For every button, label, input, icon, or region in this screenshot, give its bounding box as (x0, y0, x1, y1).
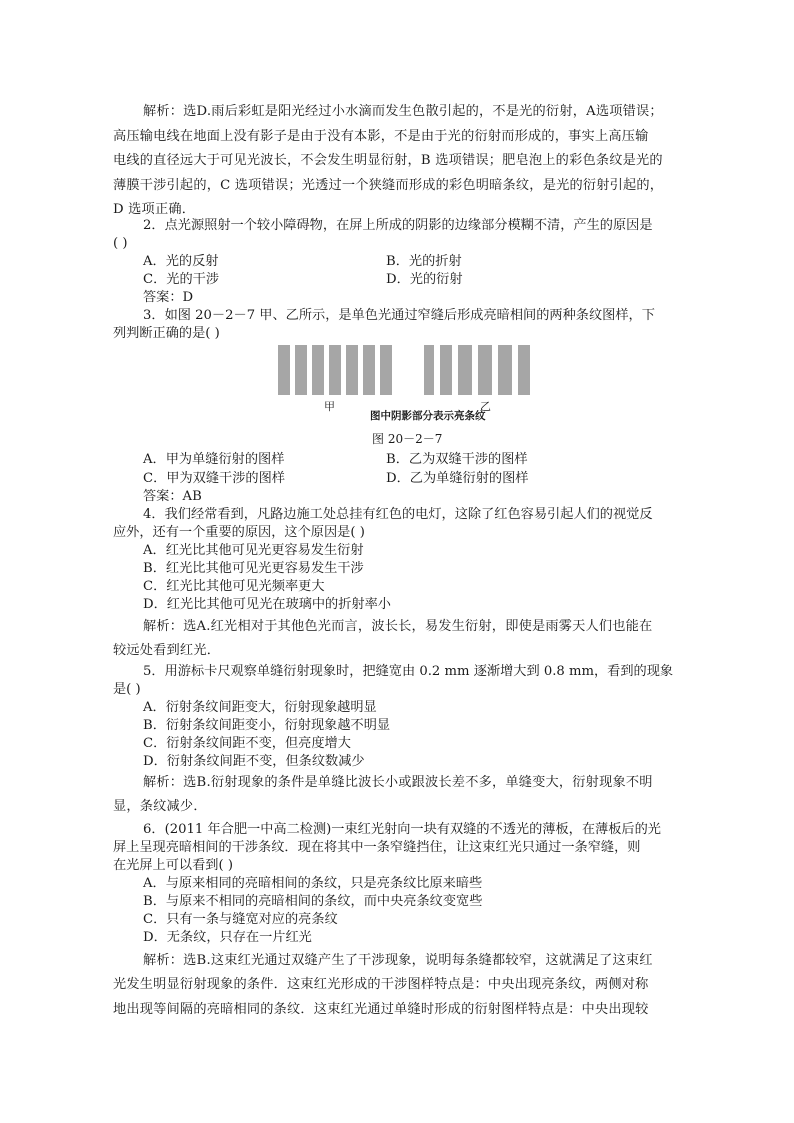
q6-option-d: D．无条纹，只存在一片红光 (143, 930, 312, 945)
q5-explanation-line-1: 解析：选B.衍射现象的条件是单缝比波长小或跟波长差不多，单缝变大，衍射现象不明 (143, 775, 653, 790)
q3-option-c: C．甲为双缝干涉的图样 (143, 471, 285, 486)
q1-explanation-line-5: D 选项正确． (113, 202, 196, 217)
q2-stem-line-1: 2．点光源照射一个较小障碍物，在屏上所成的阴影的边缘部分模糊不清，产生的原因是 (143, 218, 653, 233)
figure-note: 图中阴影部分表示亮条纹 (370, 410, 486, 422)
q6-stem-line-1: 6．(2011 年合肥一中高二检测)一束红光射向一块有双缝的不透光的薄板，在薄板后的光 (143, 822, 661, 837)
q6-option-b: B．与原来不相同的亮暗相间的条纹，而中央亮条纹变宽些 (143, 894, 483, 909)
fringe-a-7 (380, 345, 392, 395)
q1-explanation-line-2: 高压输电线在地面上没有影子是由于没有本影，不是由于光的衍射而形成的，事实上高压输 (113, 129, 649, 144)
q1-explanation-line-3: 电线的直径远大于可见光波长，不会发生明显衍射，B 选项错误；肥皂泡上的彩色条纹是光的 (113, 153, 663, 168)
q5-stem-line-1: 5．用游标卡尺观察单缝衍射现象时，把缝宽由 0.2 mm 逐渐增大到 0.8 mm，看到的现象 (143, 664, 674, 679)
q4-stem-line-2: 应外，还有一个重要的原因，这个原因是( ) (113, 525, 365, 540)
q5-option-d: D．衍射条纹间距不变，但条纹数减少 (143, 754, 365, 769)
figure-caption: 图 20－2－7 (372, 432, 443, 446)
q6-explanation-line-2: 光发生明显衍射现象的条件．这束红光形成的干涉图样特点是：中央出现亮条纹，两侧对称 (113, 977, 649, 992)
q5-stem-line-2: 是( ) (113, 682, 141, 697)
q2-stem-line-2: ( ) (113, 236, 128, 251)
q4-option-c: C．红光比其他可见光频率更大 (143, 579, 325, 594)
q1-explanation-line-4: 薄膜干涉引起的，C 选项错误；光透过一个狭缝而形成的彩色明暗条纹，是光的衍射引起的， (113, 178, 664, 193)
fringe-b-1 (424, 345, 434, 395)
q4-option-d: D．红光比其他可见光在玻璃中的折射率小 (143, 597, 391, 612)
fringe-b-6 (518, 345, 530, 395)
fringe-b-4 (478, 345, 492, 395)
fringe-a-5 (346, 345, 358, 395)
q1-explanation-line-1: 解析：选D.雨后彩虹是阳光经过小水滴而发生色散引起的，不是光的衍射，A选项错误； (143, 104, 663, 119)
fringe-b-2 (440, 345, 452, 395)
q4-option-a: A．红光比其他可见光更容易发生衍射 (143, 543, 364, 558)
fringe-a-3 (312, 345, 324, 395)
q2-option-a: A．光的反射 (143, 254, 219, 269)
q2-option-c: C．光的干涉 (143, 272, 220, 287)
q3-option-b: B．乙为双缝干涉的图样 (386, 452, 528, 467)
q4-stem-line-1: 4．我们经常看到，凡路边施工处总挂有红色的电灯，这除了红色容易引起人们的视觉反 (143, 507, 653, 522)
q4-explanation-line-1: 解析：选A.红光相对于其他色光而言，波长长，易发生衍射，即使是雨雾天人们也能在 (143, 619, 653, 634)
fringe-a-2 (295, 345, 307, 395)
q6-explanation-line-3: 地出现等间隔的亮暗相同的条纹．这束红光通过单缝时形成的衍射图样特点是：中央出现较 (113, 1002, 649, 1017)
fringe-a-6 (363, 345, 375, 395)
q4-explanation-line-2: 较远处看到红光． (113, 643, 221, 658)
fringe-b-5 (498, 345, 512, 395)
q5-option-c: C．衍射条纹间距不变，但亮度增大 (143, 736, 351, 751)
figure-label-jia: 甲 (324, 400, 335, 413)
q2-option-b: B．光的折射 (386, 254, 462, 269)
fringe-a-4 (329, 345, 341, 395)
q3-answer: 答案：AB (143, 489, 202, 504)
q6-option-c: C．只有一条与缝宽对应的亮条纹 (143, 912, 338, 927)
q3-figure (278, 345, 538, 425)
q2-answer: 答案：D (143, 290, 194, 305)
q4-option-b: B．红光比其他可见光更容易发生干涉 (143, 561, 364, 576)
q5-option-b: B．衍射条纹间距变小，衍射现象越不明显 (143, 718, 391, 733)
q5-option-a: A．衍射条纹间距变大，衍射现象越明显 (143, 700, 377, 715)
figure-label-yi: 乙 (480, 400, 491, 413)
q3-option-a: A．甲为单缝衍射的图样 (143, 452, 285, 467)
fringe-b-3 (458, 345, 472, 395)
fringe-a-1 (278, 345, 290, 395)
q5-explanation-line-2: 显，条纹减少． (113, 799, 207, 814)
q3-option-d: D．乙为单缝衍射的图样 (386, 471, 529, 486)
q3-stem-line-1: 3．如图 20－2－7 甲、乙所示，是单色光通过窄缝后形成亮暗相间的两种条纹图样，下 (143, 308, 655, 323)
q6-stem-line-2: 屏上呈现亮暗相间的干涉条纹．现在将其中一条窄缝挡住，让这束红光只通过一条窄缝，则 (113, 840, 641, 855)
q6-option-a: A．与原来相同的亮暗相间的条纹，只是亮条纹比原来暗些 (143, 876, 483, 891)
q6-explanation-line-1: 解析：选B.这束红光通过双缝产生了干涉现象，说明每条缝都较窄，这就满足了这束红 (143, 953, 653, 968)
q6-stem-line-3: 在光屏上可以看到( ) (113, 858, 233, 873)
q3-stem-line-2: 列判断正确的是( ) (113, 326, 220, 341)
q2-option-d: D．光的衍射 (386, 272, 463, 287)
